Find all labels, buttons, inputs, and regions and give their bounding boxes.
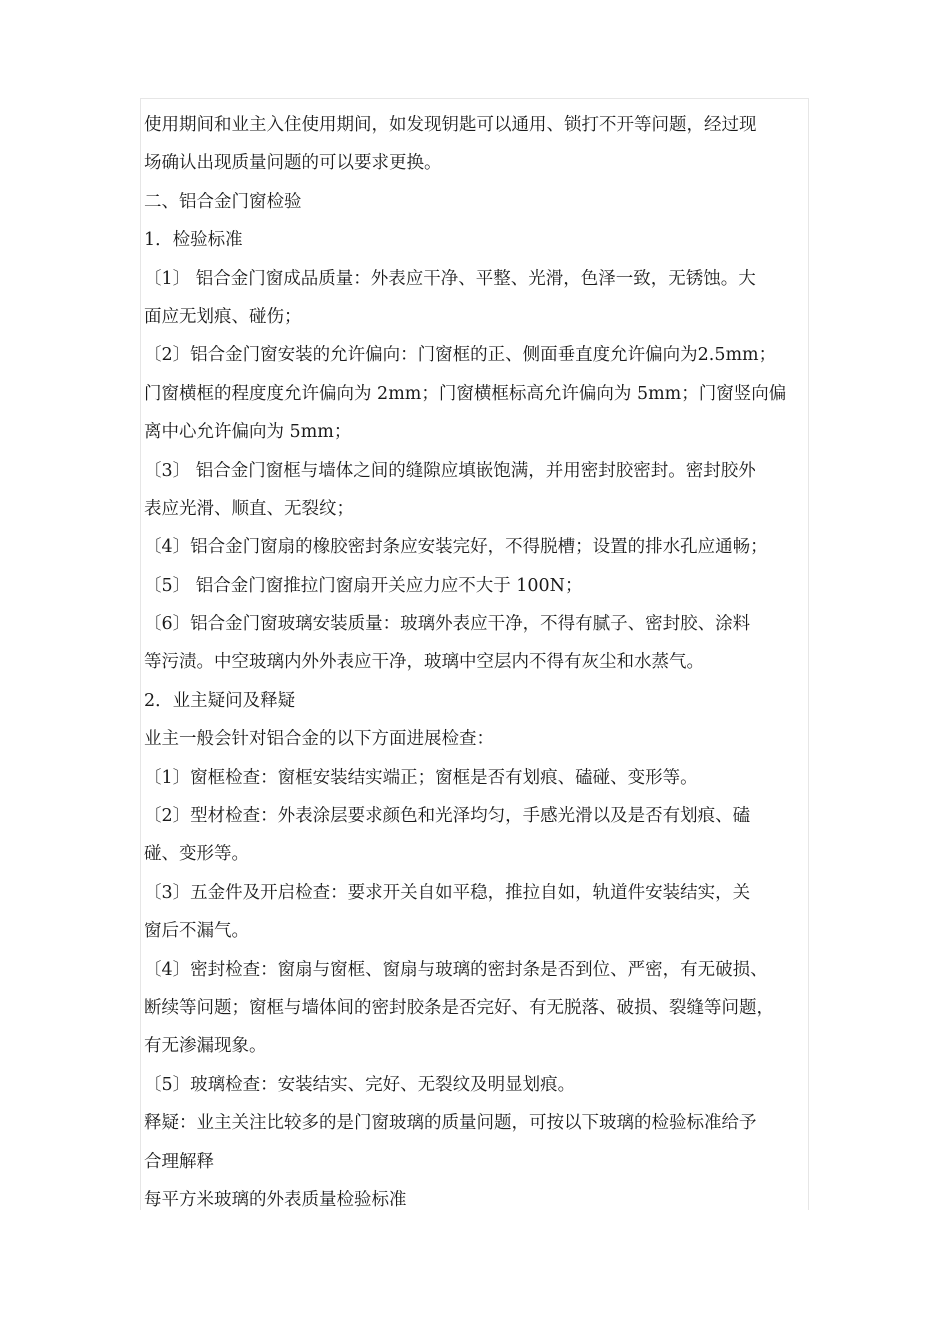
text-line: 〔5〕玻璃检查：安装结实、完好、无裂纹及明显划痕。 — [144, 1074, 576, 1095]
text-line: 面应无划痕、碰伤； — [144, 306, 302, 327]
text-line: 〔3〕 铝合金门窗框与墙体之间的缝隙应填嵌饱满，并用密封胶密封。密封胶外 — [144, 460, 756, 481]
text-line: 〔4〕铝合金门窗扇的橡胶密封条应安装完好，不得脱槽；设置的排水孔应通畅； — [144, 537, 768, 558]
text-line: 业主一般会针对铝合金的以下方面进展检查： — [144, 729, 494, 750]
text-line: 合理解释 — [144, 1151, 214, 1172]
text-line: 〔6〕铝合金门窗玻璃安装质量：玻璃外表应干净，不得有腻子、密封胶、涂料 — [144, 614, 751, 635]
text-line: 门窗横框的程度度允许偏向为 2mm；门窗横框标高允许偏向为 5mm；门窗竖向偏 — [144, 383, 787, 404]
text-line: 等污渍。中空玻璃内外外表应干净，玻璃中空层内不得有灰尘和水蒸气。 — [144, 652, 704, 673]
text-line: 断续等问题；窗框与墙体间的密封胶条是否完好、有无脱落、破损、裂缝等问题， — [144, 997, 774, 1018]
subsection-heading: 2．业主疑问及释疑 — [144, 690, 296, 711]
text-line: 〔2〕型材检查：外表涂层要求颜色和光泽均匀，手感光滑以及是否有划痕、磕 — [144, 806, 751, 827]
text-line: 〔1〕 铝合金门窗成品质量：外表应干净、平整、光滑，色泽一致，无锈蚀。大 — [144, 268, 756, 289]
text-line: 释疑：业主关注比较多的是门窗玻璃的质量问题，可按以下玻璃的检验标准给予 — [144, 1113, 757, 1134]
text-line: 〔1〕窗框检查：窗框安装结实端正；窗框是否有划痕、磕碰、变形等。 — [144, 767, 698, 788]
subsection-heading: 1．检验标准 — [144, 230, 243, 251]
text-line: 每平方米玻璃的外表质量检验标准 — [144, 1189, 407, 1210]
text-line: 使用期间和业主入住使用期间，如发现钥匙可以通用、锁打不开等问题，经过现 — [144, 115, 757, 135]
text-line: 〔3〕五金件及开启检查：要求开关自如平稳，推拉自如，轨道件安装结实，关 — [144, 882, 751, 903]
page-frame-top-border — [140, 98, 809, 99]
text-line: 碰、变形等。 — [144, 844, 249, 865]
text-line: 场确认出现质量问题的可以要求更换。 — [144, 153, 442, 174]
section-heading: 二、铝合金门窗检验 — [144, 191, 302, 212]
document-body — [144, 106, 812, 1219]
text-line: 〔2〕铝合金门窗安装的允许偏向：门窗框的正、侧面垂直度允许偏向为2.5mm； — [144, 345, 777, 366]
text-line: 〔5〕 铝合金门窗推拉门窗扇开关应力应不大于 100N； — [144, 575, 583, 596]
text-line: 离中心允许偏向为 5mm； — [144, 422, 352, 443]
text-line: 窗后不漏气。 — [144, 921, 249, 942]
text-line: 〔4〕密封检查：窗扇与窗框、窗扇与玻璃的密封条是否到位、严密，有无破损、 — [144, 959, 768, 980]
page-frame-left-border — [140, 98, 141, 1210]
text-line: 有无渗漏现象。 — [144, 1036, 267, 1057]
text-line: 表应光滑、顺直、无裂纹； — [144, 498, 354, 519]
